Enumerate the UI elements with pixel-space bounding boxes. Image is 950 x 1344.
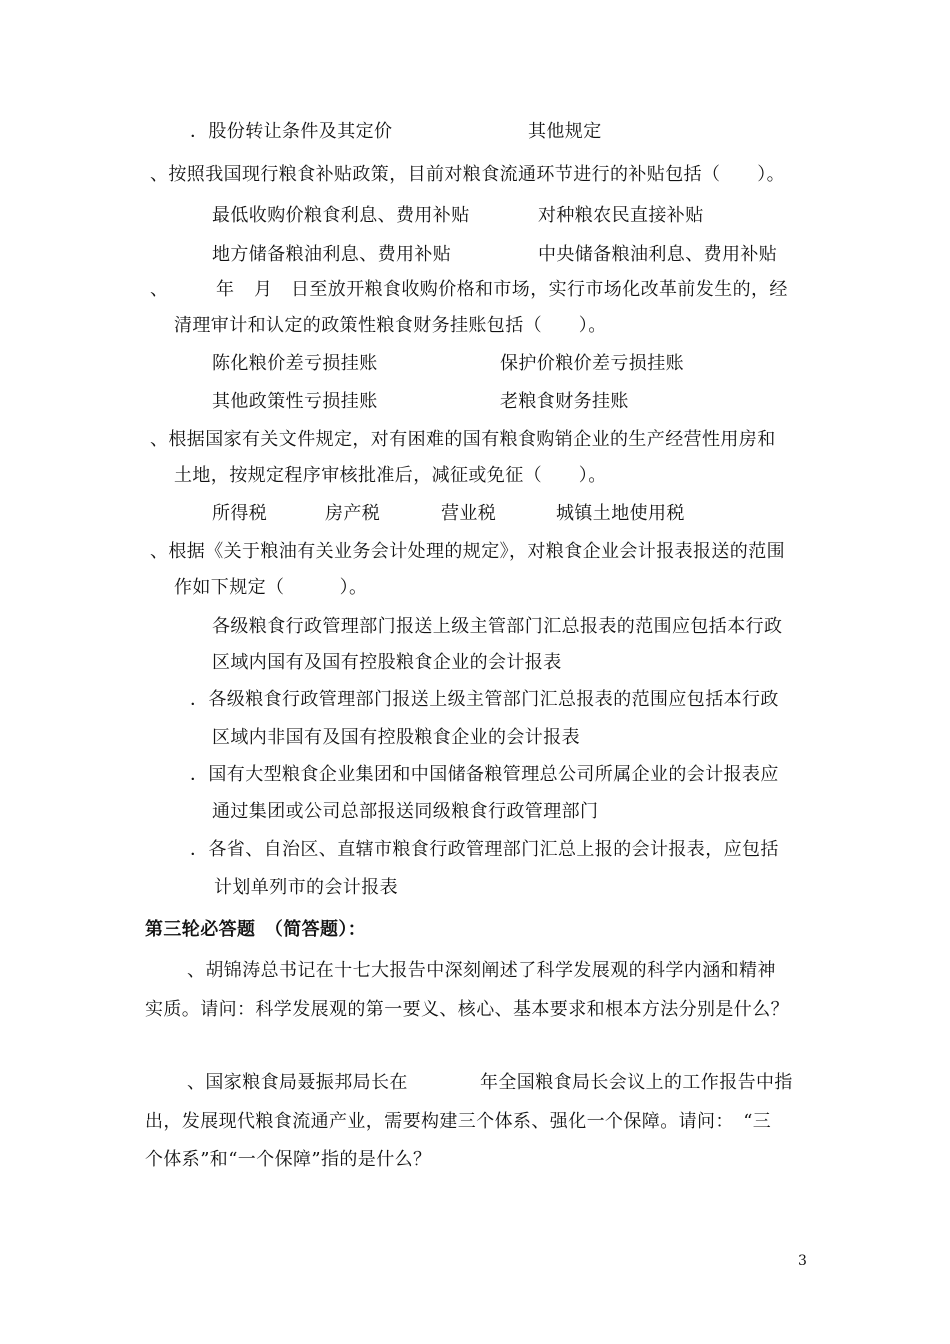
- page-number: 3: [798, 1253, 808, 1269]
- option-c-line1: ．国有大型粮食企业集团和中国储备粮管理总公司所属企业的会计报表应: [190, 764, 779, 785]
- short-question-2-line3: 个体系”和“一个保障”指的是什么？: [145, 1149, 432, 1170]
- question-stem-line2: 作如下规定（ ）。: [174, 577, 368, 598]
- short-question-1-line1: 、胡锦涛总书记在十七大报告中深刻阐述了科学发展观的科学内涵和精神: [187, 960, 776, 981]
- question-stem: 、根据国家有关文件规定，对有困难的国有粮食购销企业的生产经营性用房和: [150, 429, 776, 450]
- option-b: 保护价粮价差亏损挂账: [500, 353, 684, 374]
- short-question-2-line1-b: 年全国粮食局长会议上的工作报告中指: [480, 1072, 793, 1093]
- question-stem-line2: 土地，按规定程序审核批准后，减征或免征（ ）。: [174, 465, 607, 486]
- option-a: 最低收购价粮食利息、费用补贴: [212, 205, 470, 226]
- option-d: 中央储备粮油利息、费用补贴: [538, 244, 778, 265]
- question-stem-year: 年: [216, 279, 235, 300]
- question-stem: 、根据《关于粮油有关业务会计处理的规定》，对粮食企业会计报表报送的范围: [150, 541, 785, 562]
- option-d: 城镇土地使用税: [556, 503, 685, 524]
- option-a-line2: 区域内国有及国有控股粮食企业的会计报表: [212, 652, 562, 673]
- section-title: 第三轮必答题 （简答题）：: [145, 919, 367, 940]
- question-stem: 、按照我国现行粮食补贴政策，目前对粮食流通环节进行的补贴包括（ ）。: [150, 164, 785, 185]
- option-a: 陈化粮价差亏损挂账: [212, 353, 378, 374]
- question-stem: 日至放开粮食收购价格和市场，实行市场化改革前发生的，经: [291, 279, 788, 300]
- option-d-line2: 计划单列市的会计报表: [214, 877, 398, 898]
- option-b: 对种粮农民直接补贴: [538, 205, 704, 226]
- option-d: 其他规定: [528, 121, 602, 142]
- option-a-line1: 各级粮食行政管理部门报送上级主管部门汇总报表的范围应包括本行政: [212, 616, 783, 637]
- option-a: 所得税: [212, 503, 268, 524]
- option-b-line1: ．各级粮食行政管理部门报送上级主管部门汇总报表的范围应包括本行政: [190, 689, 779, 710]
- short-question-1-line2: 实质。请问：科学发展观的第一要义、核心、基本要求和根本方法分别是什么？: [145, 999, 789, 1020]
- short-question-2-line1-a: 、国家粮食局聂振邦局长在: [187, 1072, 408, 1093]
- option-c: 地方储备粮油利息、费用补贴: [212, 244, 452, 265]
- option-c: 营业税: [441, 503, 497, 524]
- option-d: 老粮食财务挂账: [500, 391, 629, 412]
- option-c-line2: 通过集团或公司总部报送同级粮食行政管理部门: [212, 801, 599, 822]
- option-b: 房产税: [325, 503, 381, 524]
- short-question-2-line2: 出，发展现代粮食流通产业，需要构建三个体系、强化一个保障。请问： “三: [145, 1111, 772, 1132]
- question-stem-lead: 、: [150, 279, 169, 300]
- question-stem-line2: 清理审计和认定的政策性粮食财务挂账包括（ ）。: [174, 315, 607, 336]
- option-d-line1: ．各省、自治区、直辖市粮食行政管理部门汇总上报的会计报表，应包括: [190, 839, 779, 860]
- option-c: 其他政策性亏损挂账: [212, 391, 378, 412]
- option-c: ．股份转让条件及其定价: [190, 121, 393, 142]
- question-stem-month: 月: [254, 279, 273, 300]
- option-b-line2: 区域内非国有及国有控股粮食企业的会计报表: [212, 727, 580, 748]
